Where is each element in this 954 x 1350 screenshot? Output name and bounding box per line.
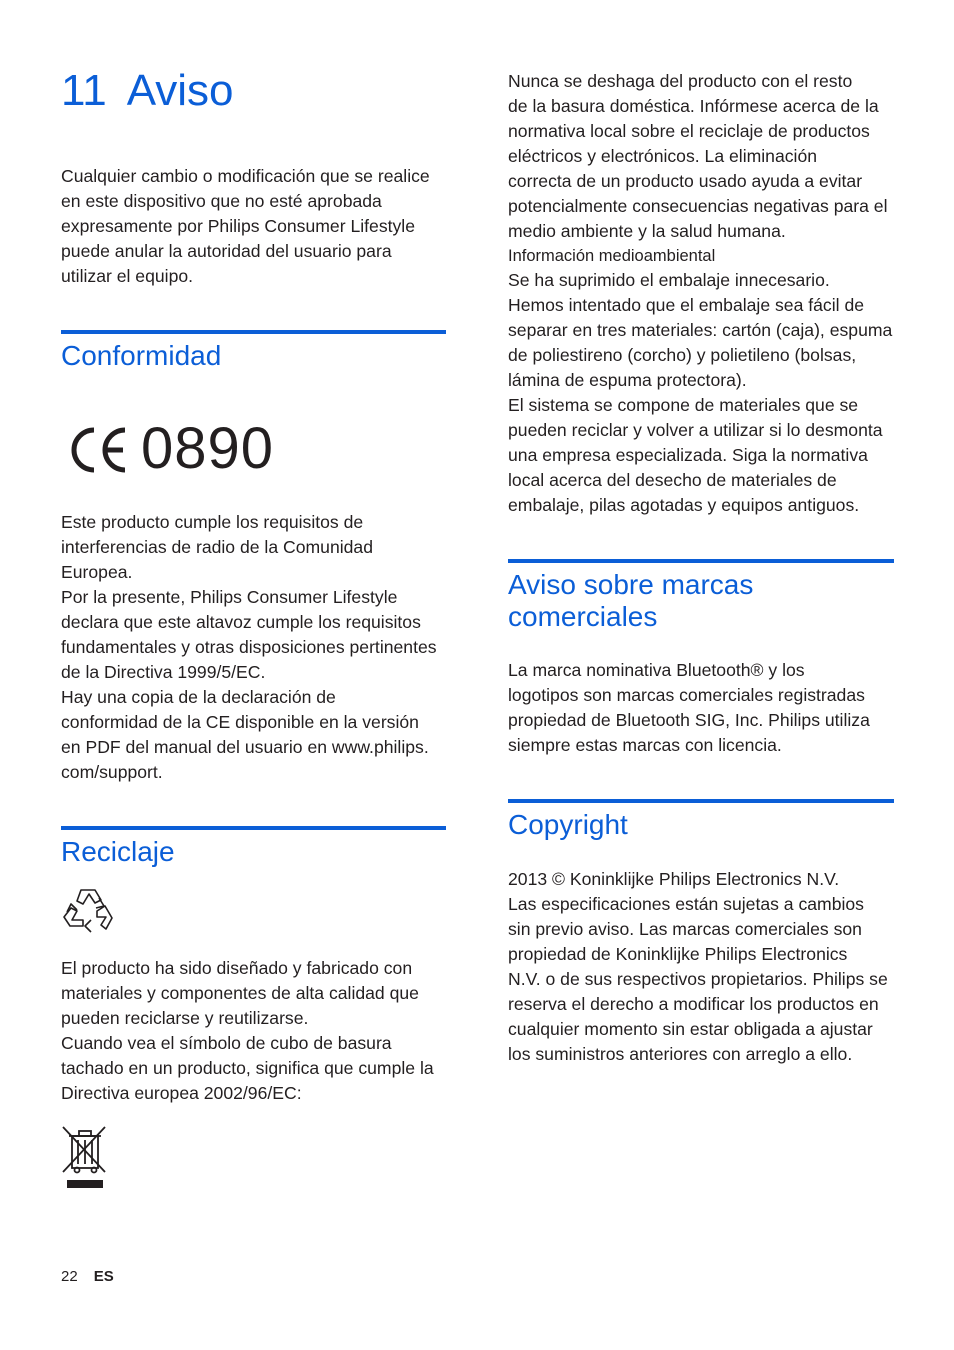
copyright-paragraph: 2013 © Koninklijke Philips Electronics N.V. Las especificaciones están sujetas a cambios sin previo aviso. Las marcas comerciales son propiedad de Koninklijke Philips Electronics N.V. o de sus respectivos propietarios. Philips se reserva el derecho a modificar los productos en cualquier momento sin estar obligada a ajustar los suministros anteriores con arreglo a ello. — [508, 869, 888, 1064]
recycle-icon — [61, 884, 115, 943]
reciclaje-paragraph: El producto ha sido diseñado y fabricado con materiales y componentes de alta calidad que pueden reciclarse y reutilizarse. Cuando vea el símbolo de cubo de basura tachado en un producto, significa que cumple la Directiva europea 2002/96/EC: — [61, 958, 434, 1103]
conformidad-paragraph: Este producto cumple los requisitos de interferencias de radio de la Comunidad Europea. Por la presente, Philips Consumer Lifestyle declara que este altavoz cumple los requisitos fundamentales y otras disposiciones pertinentes de la Directiva 1999/5/EC. Hay una copia de la declaración de conformidad de la CE disponible en la versión en PDF del manual del usuario en www.philips. com/support. — [61, 512, 437, 782]
disposal-paragraph: Nunca se deshaga del producto con el resto de la basura doméstica. Infórmese acerca de la normativa local sobre el reciclaje de productos eléctricos y electrónicos. La eliminación correcta de un producto usado ayuda a evitar potencialmente consecuencias negativas para el medio ambiente y la salud humana. — [508, 71, 888, 241]
section-title-reciclaje: Reciclaje — [61, 836, 175, 867]
section-rule-trademarks — [508, 559, 894, 563]
chapter-title-text: Aviso — [126, 66, 234, 115]
chapter-number: 11 — [61, 66, 107, 115]
section-title-conformidad: Conformidad — [61, 340, 222, 371]
crossed-out-bin-icon — [61, 1124, 109, 1195]
section-rule-conformidad — [61, 330, 446, 334]
ce-logo-icon — [67, 426, 129, 474]
environmental-heading: Información medioambiental — [508, 247, 716, 265]
language-code: ES — [93, 1268, 114, 1285]
chapter-title — [61, 63, 234, 119]
notified-body-number: 0890 — [141, 416, 275, 481]
trademarks-paragraph: La marca nominativa Bluetooth® y los logotipos son marcas comerciales registradas propiedad de Bluetooth SIG, Inc. Philips utiliza siempre estas marcas con licencia. — [508, 660, 870, 755]
section-title-copyright: Copyright — [508, 809, 628, 840]
page-footer — [61, 1266, 114, 1288]
page-number: 22 — [61, 1268, 78, 1285]
ce-mark — [61, 416, 291, 481]
section-title-trademarks: Aviso sobre marcas comerciales — [508, 569, 754, 632]
section-rule-reciclaje — [61, 826, 446, 830]
intro-paragraph: Cualquier cambio o modificación que se realice en este dispositivo que no esté aprobada expresamente por Philips Consumer Lifestyle puede anular la autoridad del usuario para utilizar el equipo. — [61, 166, 430, 286]
section-rule-copyright — [508, 799, 894, 803]
environmental-paragraph: Se ha suprimido el embalaje innecesario. Hemos intentado que el embalaje sea fácil de separar en tres materiales: cartón (caja), espuma de poliestireno (corcho) y polietileno (bolsas, lámina de espuma protectora). El sistema se compone de materiales que se pueden reciclar y volver a utilizar si lo desmonta una empresa especializada. Siga la normativa local acerca del desecho de materiales de embalaje, pilas agotadas y equipos antiguos. — [508, 270, 893, 515]
